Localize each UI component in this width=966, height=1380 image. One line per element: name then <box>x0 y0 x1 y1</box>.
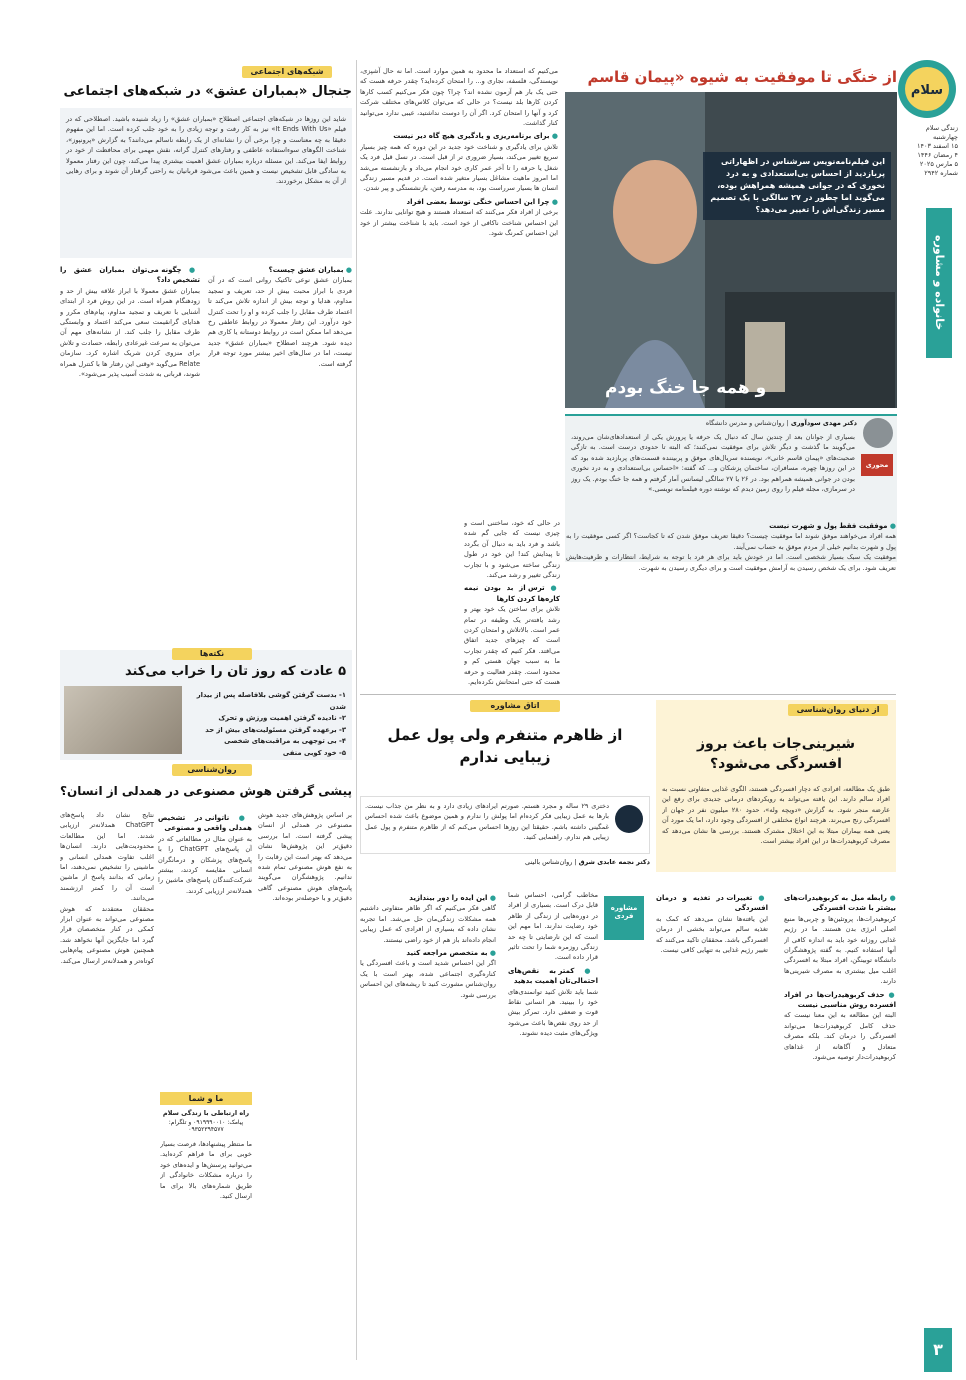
counsel-author: دکتر نجمه عابدی شرق | روان‌شناس بالینی <box>525 858 650 866</box>
social-lead: شاید این روزها در شبکه‌های اجتماعی اصطلاح «بمباران عشق» را زیاد شنیده باشید. اصطلاحی که در فیلم «It Ends With Us» نیز به کار رفت و توجه زیادی را به خود جلب کرده است. اما این مفهوم دقیقا به چه معناست و چرا برخی آن را نشانه‌ای از یک رابطه ناسالم می‌دانند؟ به گزارش «پرونپوز»، شناخت الگوهای سوءاستفاده عاطفی و رفتارهای کنترل گرانه، نقش مهمی برای محافظت از خود در روابط ایفا می‌کند. این مسئله درباره بمباران عشق اهمیت بیشتری پیدا می‌کند، چون این رفتار معمولا به سادگی قابل تشخیص نیست و همین باعث می‌شود قربانیان به راحتی گرفتار آن شوند و برای رهایی از آن به مشکل برخوردند. <box>60 108 352 258</box>
ai-sub1: ● ناتوانی در تشخیص همدلی واقعی و مصنوعی <box>158 814 252 833</box>
sub-text: کمتر به نقص‌های احتمالی‌تان اهمیت بدهید <box>508 966 598 986</box>
counsel-title: از ظاهرم متنفرم ولی پول عمل زیبایی ندارم <box>387 726 623 766</box>
feature-col2 <box>464 518 560 686</box>
sub-text: این ایده را دور بیندازید <box>409 894 488 902</box>
habit-item: ۳- برعهده گرفتن مسئولیت‌های بیش از حد <box>205 725 346 734</box>
author-role: روان‌شناس و مدرس دانشگاه <box>705 419 785 427</box>
social-tag: شبکه‌های اجتماعی <box>242 66 332 78</box>
social-sub1: ● بمباران عشق چیست؟ <box>268 266 352 274</box>
sweets-sub2: ● تغییرات در تغذیه و درمان افسردگی <box>656 894 768 913</box>
question-text: دختری ۲۹ ساله و مجرد هستم. صورتم ایرادهای زیادی دارد و به نظر من جذاب نیست. بارها به عمل زیبایی فکر کرده‌ام اما پولش را ندارم و همین موضوع باعث شده احساس غمگینی داشته باشم. حقیقتا این روزها احساس می‌کنم که از ظاهرم متنفرم و پول عمل زیبایی هم ندارم. راهنمایی کنید. <box>365 802 609 842</box>
habits-box <box>60 650 352 760</box>
divider-vertical <box>356 60 357 1360</box>
sweets-lead: طبق یک مطالعه، افرادی که دچار افسردگی هستند، الگوی غذایی متفاوتی نسبت به افراد سالم دارند. این یافته می‌تواند به رویکردهای درمانی جدیدی برای رفع این عارضه منجر شود. به گزارش «دویچه وله»، حدود ۲۸۰ میلیون نفر در جهان از افسردگی رنج می‌برند. هرچند انواع مختلفی از افسردگی وجود دارد، اما یک مورد آن یعنی همه بیماران مبتلا به این اختلال مشترک هستند. بررسی ها نشان می‌دهد که مصرف کربوهیدرات‌ها در این افراد بیشتر است. <box>662 785 890 846</box>
counsel-sub3: ● به متخصص مراجعه کنید <box>406 949 496 958</box>
sub-text: چگونه می‌توان بمباران عشق را تشخیص داد؟ <box>60 266 200 285</box>
logo <box>896 58 958 120</box>
counsel-sub1: ● کمتر به نقص‌های احتمالی‌تان اهمیت بدهید <box>508 966 598 986</box>
feature-col3-sub1: ● موفقیت فقط پول و شهرت نیست <box>769 522 896 530</box>
counsel-p4: اگر این احساس شدید است و باعث افسردگی یا کناره‌گیری اجتماعی شده، بهتر است با یک روان‌شناس مشورت کنید تا ریشه‌های این احساس بررسی شود. <box>360 959 496 999</box>
sweets-col-left <box>656 890 768 1350</box>
feature-col1-p2: تلاش برای یادگیری و شناخت خود جدید در این دوره که همه چیز بسیار سریع تغییر می‌کند، بسیار ضروری تر از قبل است. در نسل قبل فرد یک شغل یا حرفه را تا آخر عمر کاری خود انجام می‌داد و بازنشسته می‌شد اما امروز ماهیت مشاغل بسیار متغیر شده است. در قدیم مسیر زندگی انسان ها بسیار سرراست بود، به مدرسه رفتن، بازنشستگی و پیر شدن. <box>360 142 558 193</box>
svg-text:سلام: سلام <box>910 83 944 98</box>
feature-title: از خنگی تا موفقیت به شیوه «پیمان قاسم <box>587 68 897 86</box>
counsel-col-left <box>360 890 496 1350</box>
author-name: دکتر مهدی سودآوری <box>790 419 857 427</box>
issue-line: ۴ رمضان ۱۴۴۶ <box>917 151 958 159</box>
feature-col3 <box>566 518 896 686</box>
sweets-title: شیرینی‌جات باعث بروز افسردگی می‌شود؟ <box>696 736 856 772</box>
sweets-sub3: ● حذف کربوهیدرات‌ها در افراد افسرده روش مناسبی نیست <box>784 990 896 1010</box>
author-avatar <box>863 418 893 448</box>
sweets-tag: از دنیای روان‌شناسی <box>788 704 888 716</box>
social-article <box>60 66 352 646</box>
logo-mark-icon <box>896 58 958 120</box>
feature-col1-sub1: ● برای برنامه‌ریزی و یادگیری هیچ گاه دیر نیست <box>393 132 558 141</box>
feature-badge: محوری <box>861 454 893 476</box>
feature-col2-sub1: ● ترس از بد بودن نیمه کاره‌ها کردن کارها <box>464 584 560 603</box>
sub-text: موفقیت فقط پول و شهرت نیست <box>769 522 888 530</box>
feature-intro: بسیاری از جوانان بعد از چندین سال که دنبال یک حرفه یا پرورش یکی از استعدادهای‌شان می‌روند، می‌گویند ما گذشت و دیگر تلاش برای موفقیت نمی‌کنند؛ که البته تا حدودی درست است. به تازگی صحبت‌های «پیمان قاسم خانی»، نویسنده سریال‌های موفق و پربیننده قسمت‌های پربازدید شده بود که در این روزها چهره، مسافران، ساختمان پزشکان و... که گفته: «احساس بی‌استعدادی و به درد نخوری بودن در جوانی همیشه همراهم بود. در ۲۶ یا ۲۷ سالگی لیسانس آمار گرفتم و همه جا خنگ بودم. یک روز در سرمازی، مجله فیلم را روی زمین دیدم که نوشته دوره فیلمنامه نویسی.» <box>571 433 855 494</box>
author-separator: | <box>784 419 789 427</box>
contact-title: ما و شما <box>160 1092 252 1105</box>
contact-line1: راه ارتباطی با زندگی سلام <box>162 1109 250 1117</box>
question-avatar <box>615 805 643 833</box>
ai-col-right <box>258 810 352 1090</box>
ai-col-left <box>60 810 154 1210</box>
sub-text: ناتوانی در تشخیص همدلی واقعی و مصنوعی <box>158 814 252 833</box>
counsel-author-name: دکتر نجمه عابدی شرق <box>578 858 650 866</box>
contact-box <box>160 1092 252 1352</box>
feature-col3-p1: همه افراد می‌خواهند موفق شوند اما موفقیت چیست؟ دقیقا تعریف موفق شدن که تا کجاست؟ اگر کسی موفقیت را به پول و شهرت بدانیم خیلی از مردم موفق به حساب نمی‌آیند. <box>566 532 896 551</box>
sweets-sub1: ● رابطه میل به کربوهیدرات‌های بیشتر با شدت افسردگی <box>784 894 896 913</box>
habit-item: ۱- بدست گرفتن گوشی بلافاصله پس از بیدار شدن <box>196 691 346 711</box>
social-title: جنجال «بمباران عشق» در شبکه‌های اجتماعی <box>63 84 352 99</box>
sub-text: رابطه میل به کربوهیدرات‌های بیشتر با شدت افسردگی <box>784 894 896 913</box>
ai-p3: نتایج نشان داد پاسخ‌های ChatGPT همدلانه‌تر ارزیابی شدند. اما این مطالعات محدودیت‌هایی دارند. انسان‌ها اغلب تفاوت همدلی انسانی و ماشینی را تشخیص نمی‌دهند، اما زمانی که بدانند پاسخ از ماشین است آن را کمتر ارزشمند می‌دانند. <box>60 811 154 903</box>
sub-text: چرا این احساس خنگی توسط بعضی افراد <box>406 197 550 206</box>
feature-col2-p2: تلاش برای ساختن یک خود بهتر و رشد یافته‌تر یک وظیفه در تمام عمر است. بالاتلاش و امتحان کردن است که چیزهای جدید اتفاق می‌افتد. فکر کنیم که چقدر تجارب ما به سبب جهان هستی کم و محدود است. چقدر فعالیت و حرفه هست که حتی امتحانش نکرده‌ایم. <box>464 605 560 686</box>
habit-item: ۵- خود کوبی منفی <box>282 748 346 757</box>
ai-p1: بر اساس پژوهش‌های جدید هوش مصنوعی در همدلی از انسان پیشی گرفته است. اما بررسی دقیق‌تر این پژوهش‌ها نشان می‌دهد که بهتر است این رقابت را به نفع هوش مصنوعی تمام شده ندانیم. پژوهشگران می‌گویند پاسخ‌های هوش مصنوعی گاهی دقیق‌تر و با حوصله‌تر بوده‌اند. <box>258 811 352 903</box>
feature-col1-p3: برخی از افراد فکر می‌کنند که استعداد هستند و هیچ توانایی ندارند. علت این احساس شناخت ناکافی از خود است. باید با شناخت بیشتر از خود این احساس کمرنگ شود. <box>360 208 558 238</box>
counsel-tag: اتاق مشاوره <box>470 700 560 712</box>
portrait-photo-icon <box>565 92 897 408</box>
sweets-p3: البته این مطالعه به این معنا نیست که حذف کامل کربوهیدرات‌ها می‌تواند افسردگی را درمان کند. بلکه مصرف متعادل و آگاهانه از غذاهای کربوهیدرات‌دار توصیه می‌شود. <box>784 1011 896 1062</box>
feature-col3-p2: موفقیت یک سبک بسیار شخصی است. اما در خودش باید برای هر فرد با توجه به شرایط، انتظارات و ظرفیت‌هایش تعریف شود. برای یک شخص رسیدن به آرامش موفقیت است و برای دیگری رسیدن به شهرت. <box>566 553 896 572</box>
section-vertical-label: خانواده و مشاوره <box>926 208 952 358</box>
habit-item: ۴- بی توجهی به مراقبت‌های شخصی <box>224 737 346 745</box>
issue-line: ۵ مارس ۲۰۲۵ <box>919 160 958 168</box>
counsel-sub2: ● این ایده را دور بیندازید <box>409 894 496 902</box>
social-col-right <box>208 262 352 646</box>
counsel-p1: مخاطب گرامی، احساس شما قابل درک است. بسیاری از افراد در دوره‌هایی از زندگی از ظاهر خود رضایت ندارند. اما مهم این است که این نارضایتی تا چه حد زندگی روزمره شما را تحت تاثیر قرار داده است. <box>508 891 598 962</box>
feature-highlight: این فیلم‌نامه‌نویس سرشناس در اظهاراتی پربازدید از احساس بی‌استعدادی و به درد نخوری که در جوانی همیشه همراهش بوده، می‌گوید اما چطور در ۲۷ سالگی با یک تصمیم مسیر زندگی‌اش را تغییر می‌دهد؟ <box>703 152 891 220</box>
feature-col2-p1: در حالی که خود، ساختنی است و چیزی نیست که جایی گم شده باشد و فرد باید به دنبال آن بگردد تا پیدایش کند! این خود در طول زندگی ساخته می‌شود و با تجارب زندگی تغییر و رشد می‌کند. <box>464 519 560 580</box>
counsel-p2: شما باید تلاش کنید توانمندی‌های خود را ببینید. هر انسانی نقاط قوت و ضعفی دارد. تمرکز بیش از حد روی نقص‌ها باعث می‌شود ویژگی‌های مثبت دیده نشوند. <box>508 987 598 1038</box>
counsel-article <box>360 700 650 1350</box>
contact-line2: پیامک: ۰۹۱۹۹۹۰۰۱۰ و تلگرام: ۰۹۳۵۲۳۹۴۵۷۷ <box>168 1119 244 1133</box>
ai-tag: روان‌شناسی <box>172 764 252 776</box>
habits-title: ۵ عادت که روز تان را خراب می‌کند <box>125 664 346 679</box>
feature-col1 <box>360 66 558 560</box>
feature-col1-sub2: ● چرا این احساس خنگی توسط بعضی افراد <box>406 197 558 206</box>
counsel-p3: گاهی فکر می‌کنیم که اگر ظاهر متفاوتی داشتیم همه مشکلات زندگی‌مان حل می‌شد. اما تجربه نشان داده که بسیاری از افرادی که عمل زیبایی انجام داده‌اند باز هم از خود راضی نیستند. <box>360 904 496 944</box>
social-sub2: ● چگونه می‌توان بمباران عشق را تشخیص داد؟ <box>60 266 200 285</box>
issue-line: چهارشنبه <box>933 133 958 141</box>
social-p1: بمباران عشق نوعی تاکتیک روانی است که در آن فردی با ابراز محبت بیش از حد، تعریف و تمجید مداوم، هدایا و توجه بیش از اندازه تلاش می‌کند تا اعتماد طرف مقابل را جلب کرده و او را تحت کنترل خود درآورد. این رفتار معمولا در روابط عاطفی رخ می‌دهد اما ممکن است در روابط دوستانه یا کاری هم دیده شود. هرچند اصطلاح «بمباران عشق» جدید نیست، اما در سال‌های اخیر بیشتر مورد توجه قرار گرفته است. <box>208 276 352 368</box>
photo-caption: و همه جا خنگ بودم <box>605 378 767 398</box>
counsel-col-right <box>508 890 598 1350</box>
habit-item: ۲- نادیده گرفتن اهمیت ورزش و تحرک <box>218 714 346 722</box>
sweets-col-right <box>784 890 896 1350</box>
question-box <box>360 796 650 854</box>
sub-text: حذف کربوهیدرات‌ها در افراد افسرده روش مناسبی نیست <box>784 990 896 1010</box>
ai-title: پیشی گرفتن هوش مصنوعی در همدلی از انسان؟ <box>60 784 352 798</box>
sweets-box <box>656 700 896 872</box>
feature-col1-p1: می‌کنیم که استعداد ما محدود به همین موارد است. اما نه حال آشپزی، نویسندگی، فلسفه، نجاری و... را امتحان کرده‌اید؟ چقدر حرفه هست که حتی یک بار هم آزمون نشده اند؟ چرا؟ چون فکر می‌کنیم کسب کارها کردن کارها بلد نیست؟ در حالی که می‌توان کلاس‌های مختلف شرکت کرد و آنها را امتحان کرد. اگر آن را دوست نداشتید، عیبی ندارد می‌توانید کنار گذاشت. <box>360 67 558 128</box>
feature-article <box>565 66 897 566</box>
habits-tag: نکته‌ها <box>172 648 252 660</box>
ai-p4: محققان معتقدند که هوش مصنوعی می‌تواند به عنوان ابزار کمکی در کنار متخصصان قرار گیرد اما جایگزین آنها نخواهد شد. همچنین هوش مصنوعی پیام‌هایی کوتاه‌تر و همدلانه‌تر ارسال می‌کند. <box>60 904 154 965</box>
issue-line: زندگی سلام <box>925 124 958 132</box>
author-line <box>706 419 857 427</box>
counsel-badge: مشاوره فردی <box>604 896 644 940</box>
sub-text: به متخصص مراجعه کنید <box>406 949 488 958</box>
sweets-article <box>656 700 896 1350</box>
habits-photo <box>64 686 182 754</box>
feature-photo <box>565 92 897 408</box>
contact-text: ما منتظر پیشنهادها، فرصت بسیار خوبی برای ما فراهم کرده‌اید. می‌توانید پرسش‌ها و ایده‌های خود را درباره مشکلات خانوادگی از طریق شماره‌های بالا برای ما ارسال کنید. <box>160 1140 252 1201</box>
issue-line: شماره ۲۹۴۲ <box>924 169 958 177</box>
masthead <box>896 58 958 1380</box>
counsel-author-role: روان‌شناس بالینی <box>525 858 573 866</box>
page-number: ۳ <box>924 1328 952 1372</box>
issue-line: ۱۵ اسفند ۱۴۰۳ <box>917 142 958 150</box>
habits-list <box>184 690 346 759</box>
social-p2: بمباران عشق معمولا با ابراز علاقه بیش از حد و زودهنگام همراه است. در این روش فرد از ابتدای آشنایی با تعریف و تمجید مداوم، پیام‌های مکرر و هدایای گرانقیمت سعی می‌کند اعتماد و وابستگی طرف مقابل را جلب کند. از نشانه‌های مهم آن می‌توان به سرعت غیرعادی رابطه، حسادت و تلاش برای منزوی کردن شریک اشاره کرد. سازمان Relate می‌گوید «وقتی این رفتار ها با کنترل همراه شوند، قربانی به شدت آسیب پذیر می‌شود». <box>60 286 200 379</box>
divider-horizontal <box>360 694 896 695</box>
sub-text: بمباران عشق چیست؟ <box>268 266 344 274</box>
sub-text: تغییرات در تغذیه و درمان افسردگی <box>656 894 768 913</box>
social-col-left <box>60 262 200 646</box>
sweets-p2: این یافته‌ها نشان می‌دهد که کمک به تغذیه سالم می‌تواند بخشی از درمان افسردگی باشد. محققان تاکید می‌کنند که تغییر رژیم غذایی به تنهایی کافی نیست. <box>656 914 768 955</box>
ai-p2: به عنوان مثال در مطالعاتی که در آن پاسخ‌های ChatGPT را با پاسخ‌های پزشکان و درمانگران انسانی مقایسه کردند، بیشتر شرکت‌کنندگان پاسخ‌های ماشین را همدلانه‌تر ارزیابی کردند. <box>158 834 252 895</box>
sub-text: برای برنامه‌ریزی و یادگیری هیچ گاه دیر نیست <box>393 132 550 141</box>
sub-text: ترس از بد بودن نیمه کاره‌ها کردن کارها <box>464 584 560 603</box>
issue-info <box>896 124 958 178</box>
sweets-p1: کربوهیدرات‌ها، پروتئین‌ها و چربی‌ها منبع اصلی انرژی بدن هستند. ما در رژیم غذایی روزانه خود باید به اندازه کافی از آنها استفاده کنیم. به گفته پژوهشگران دانشگاه توبینگن، افراد مبتلا به افسردگی اغلب میل بیشتری به مصرف شیرینی‌ها دارند. <box>784 914 896 986</box>
